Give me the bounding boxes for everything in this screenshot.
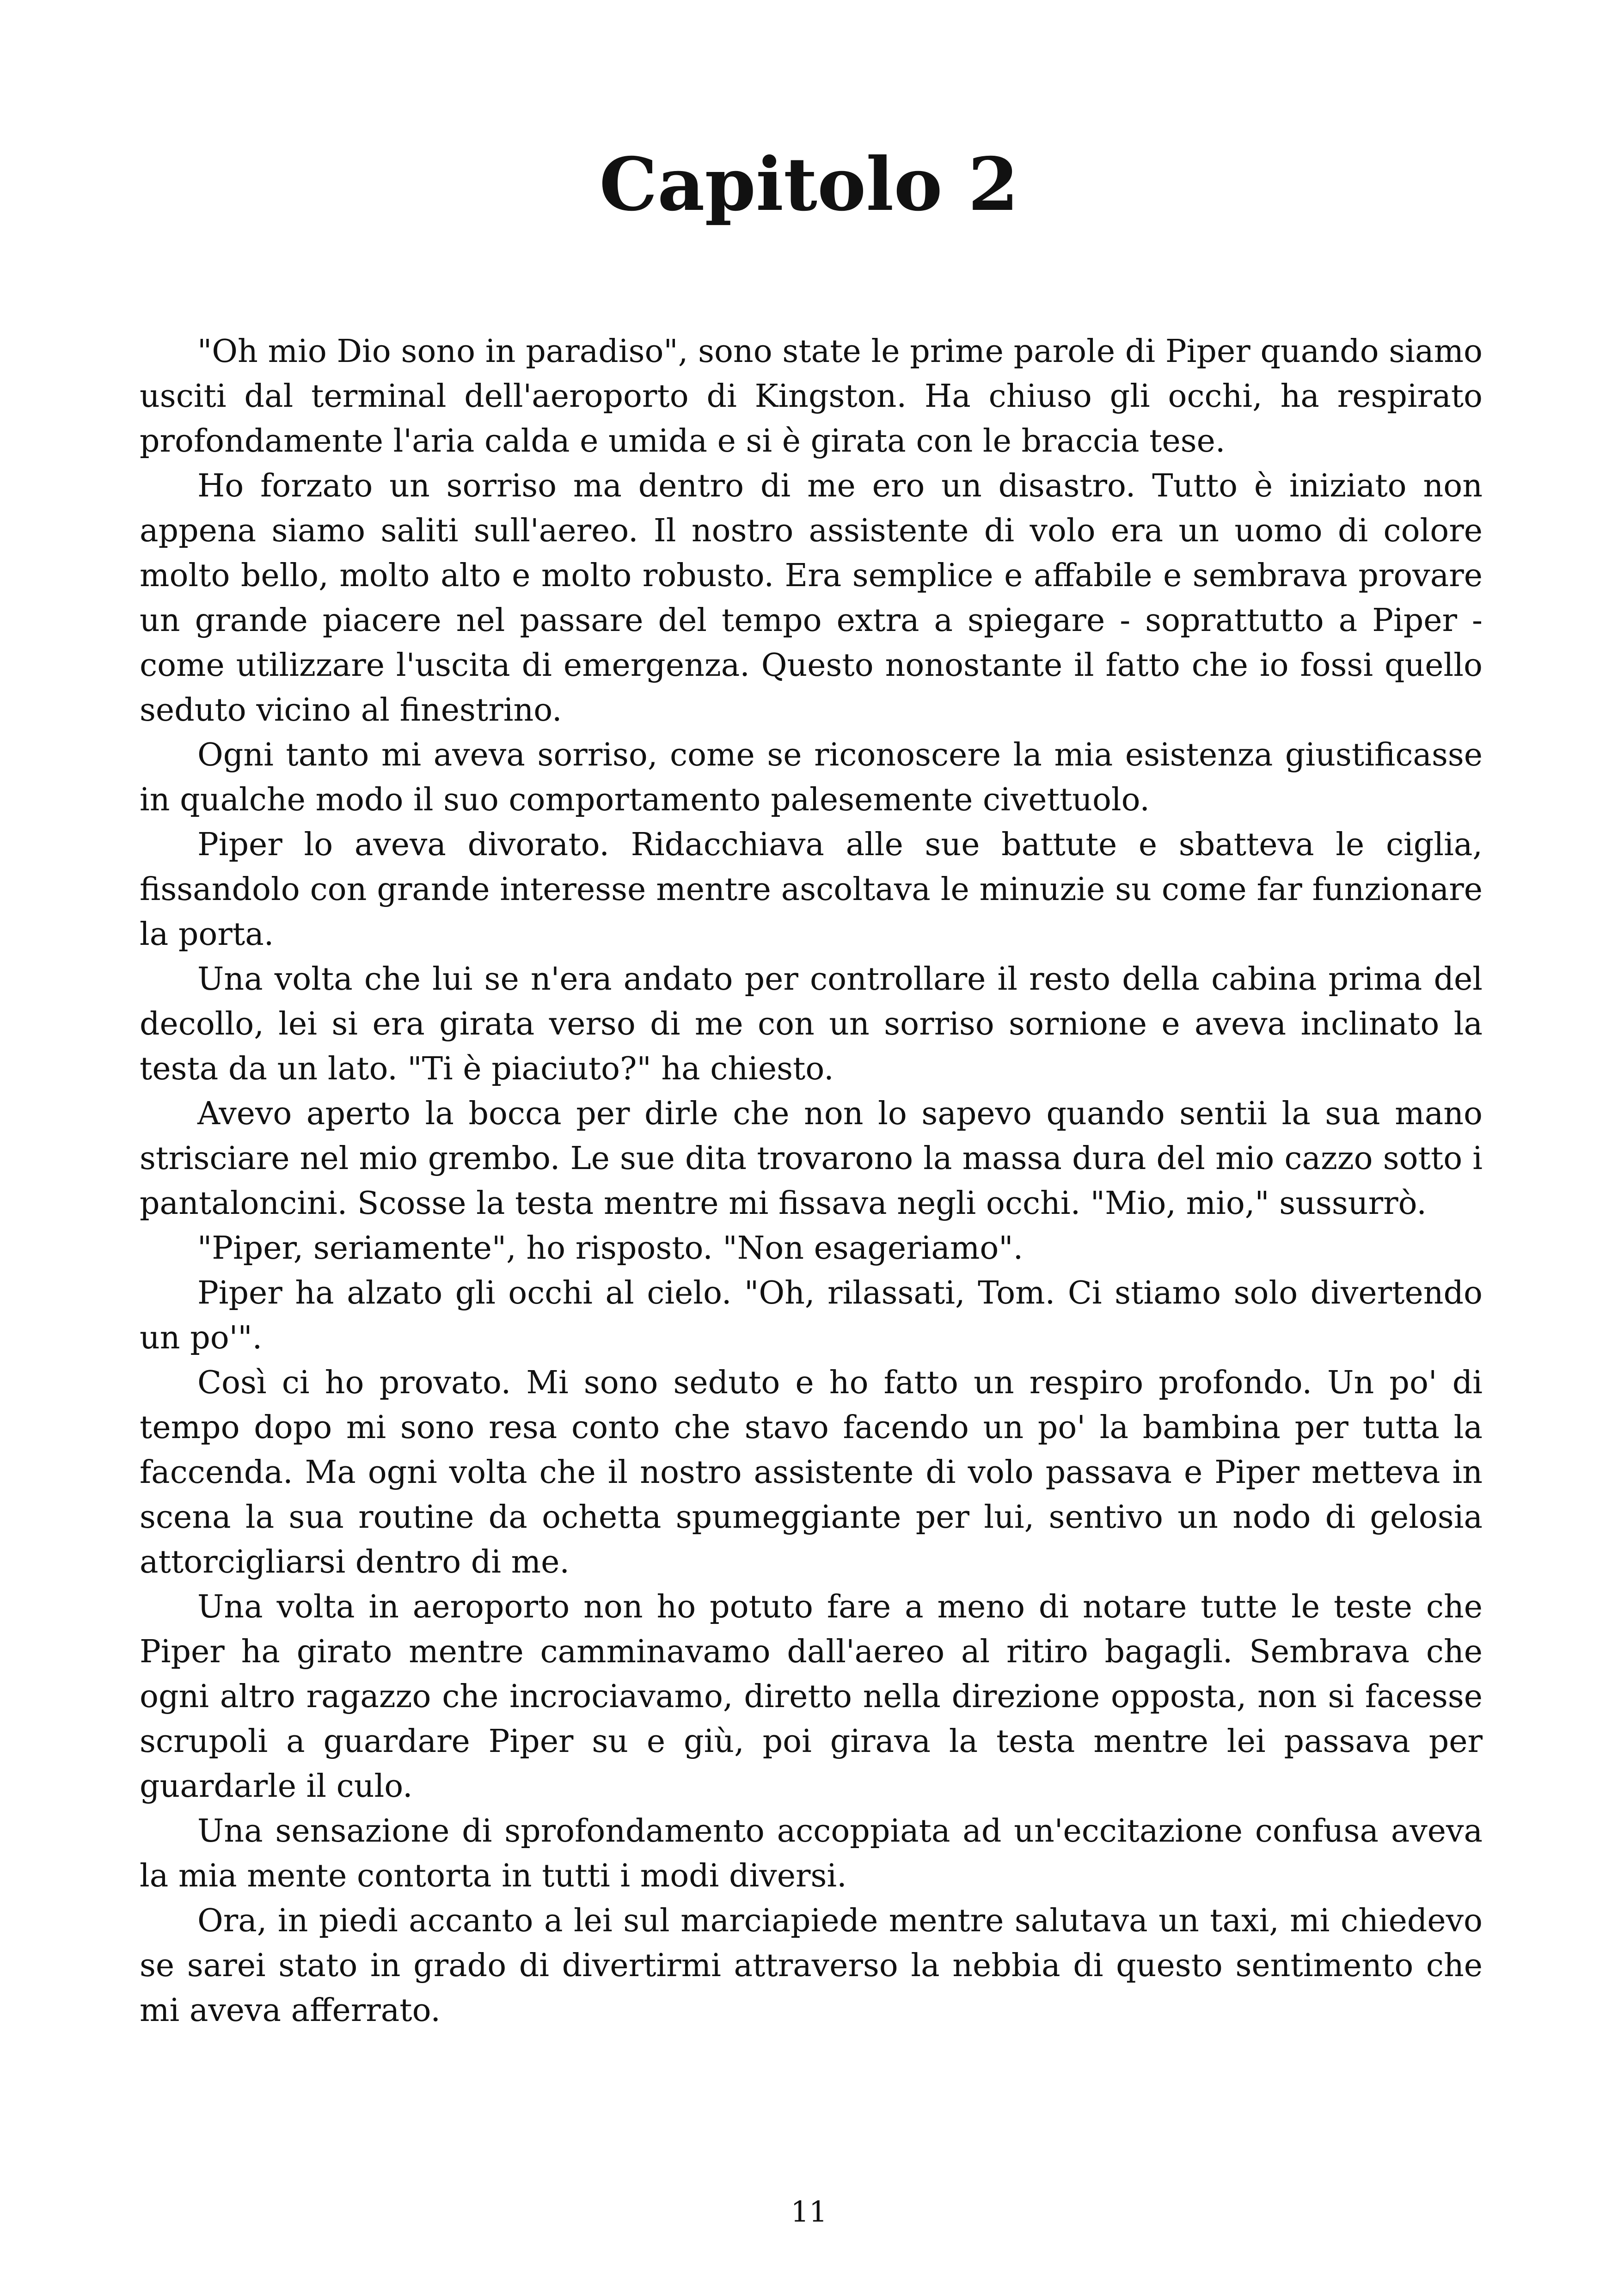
paragraph: "Piper, seriamente", ho risposto. "Non esageriamo". bbox=[197, 1230, 1024, 1267]
paragraph: Una volta che lui se n'era andato per controllare il resto della cabina prima del decollo, lei si era girata verso di me con un sorriso sornione e aveva inclinato la testa da un lato. "Ti è piaciuto?" ha chiesto. bbox=[140, 961, 1483, 1087]
paragraph: "Oh mio Dio sono in paradiso", sono state le prime parole di Piper quando siamo usciti dal terminal dell'aeroporto di Kingston. Ha chiuso gli occhi, ha respirato profondamente l'aria calda e umida e si è girata con le braccia tese. bbox=[140, 333, 1483, 459]
chapter-body bbox=[140, 329, 1483, 2033]
paragraph: Piper lo aveva divorato. Ridacchiava alle sue battute e sbatteva le ciglia, fissandolo con grande interesse mentre ascoltava le minuzie su come far funzionare la porta. bbox=[140, 827, 1483, 953]
paragraph: Avevo aperto la bocca per dirle che non lo sapevo quando sentii la sua mano strisciare nel mio grembo. Le sue dita trovarono la massa dura del mio cazzo sotto i pantaloncini. Scosse la testa mentre mi fissava negli occhi. "Mio, mio," sussurrò. bbox=[140, 1096, 1483, 1222]
chapter-title: Capitolo 2 bbox=[599, 142, 1019, 227]
paragraph: Piper ha alzato gli occhi al cielo. "Oh, rilassati, Tom. Ci stiamo solo divertendo un po'". bbox=[140, 1275, 1483, 1356]
paragraph: Ho forzato un sorriso ma dentro di me ero un disastro. Tutto è iniziato non appena siamo saliti sull'aereo. Il nostro assistente di volo era un uomo di colore molto bello, molto alto e molto robusto. Era semplice e affabile e sembrava provare un grande piacere nel passare del tempo extra a spiegare - soprattutto a Piper - come utilizzare l'uscita di emergenza. Questo nonostante il fatto che io fossi quello seduto vicino al finestrino. bbox=[140, 468, 1483, 729]
paragraph: Ogni tanto mi aveva sorriso, come se riconoscere la mia esistenza giustificasse in qualche modo il suo comportamento palesemente civettuolo. bbox=[140, 737, 1483, 818]
paragraph: Una sensazione di sprofondamento accoppiata ad un'eccitazione confusa aveva la mia mente contorta in tutti i modi diversi. bbox=[140, 1813, 1483, 1894]
page-number: 11 bbox=[791, 2195, 827, 2229]
paragraph: Ora, in piedi accanto a lei sul marciapiede mentre salutava un taxi, mi chiedevo se sarei stato in grado di divertirmi attraverso la nebbia di questo sentimento che mi aveva afferrato. bbox=[140, 1903, 1483, 2029]
paragraph: Una volta in aeroporto non ho potuto fare a meno di notare tutte le teste che Piper ha girato mentre camminavamo dall'aereo al ritiro bagagli. Sembrava che ogni altro ragazzo che incrociavamo, diretto nella direzione opposta, non si facesse scrupoli a guardare Piper su e giù, poi girava la testa mentre lei passava per guardarle il culo. bbox=[140, 1589, 1483, 1805]
paragraph: Così ci ho provato. Mi sono seduto e ho fatto un respiro profondo. Un po' di tempo dopo mi sono resa conto che stavo facendo un po' la bambina per tutta la faccenda. Ma ogni volta che il nostro assistente di volo passava e Piper metteva in scena la sua routine da ochetta spumeggiante per lui, sentivo un nodo di gelosia attorcigliarsi dentro di me. bbox=[140, 1365, 1483, 1580]
